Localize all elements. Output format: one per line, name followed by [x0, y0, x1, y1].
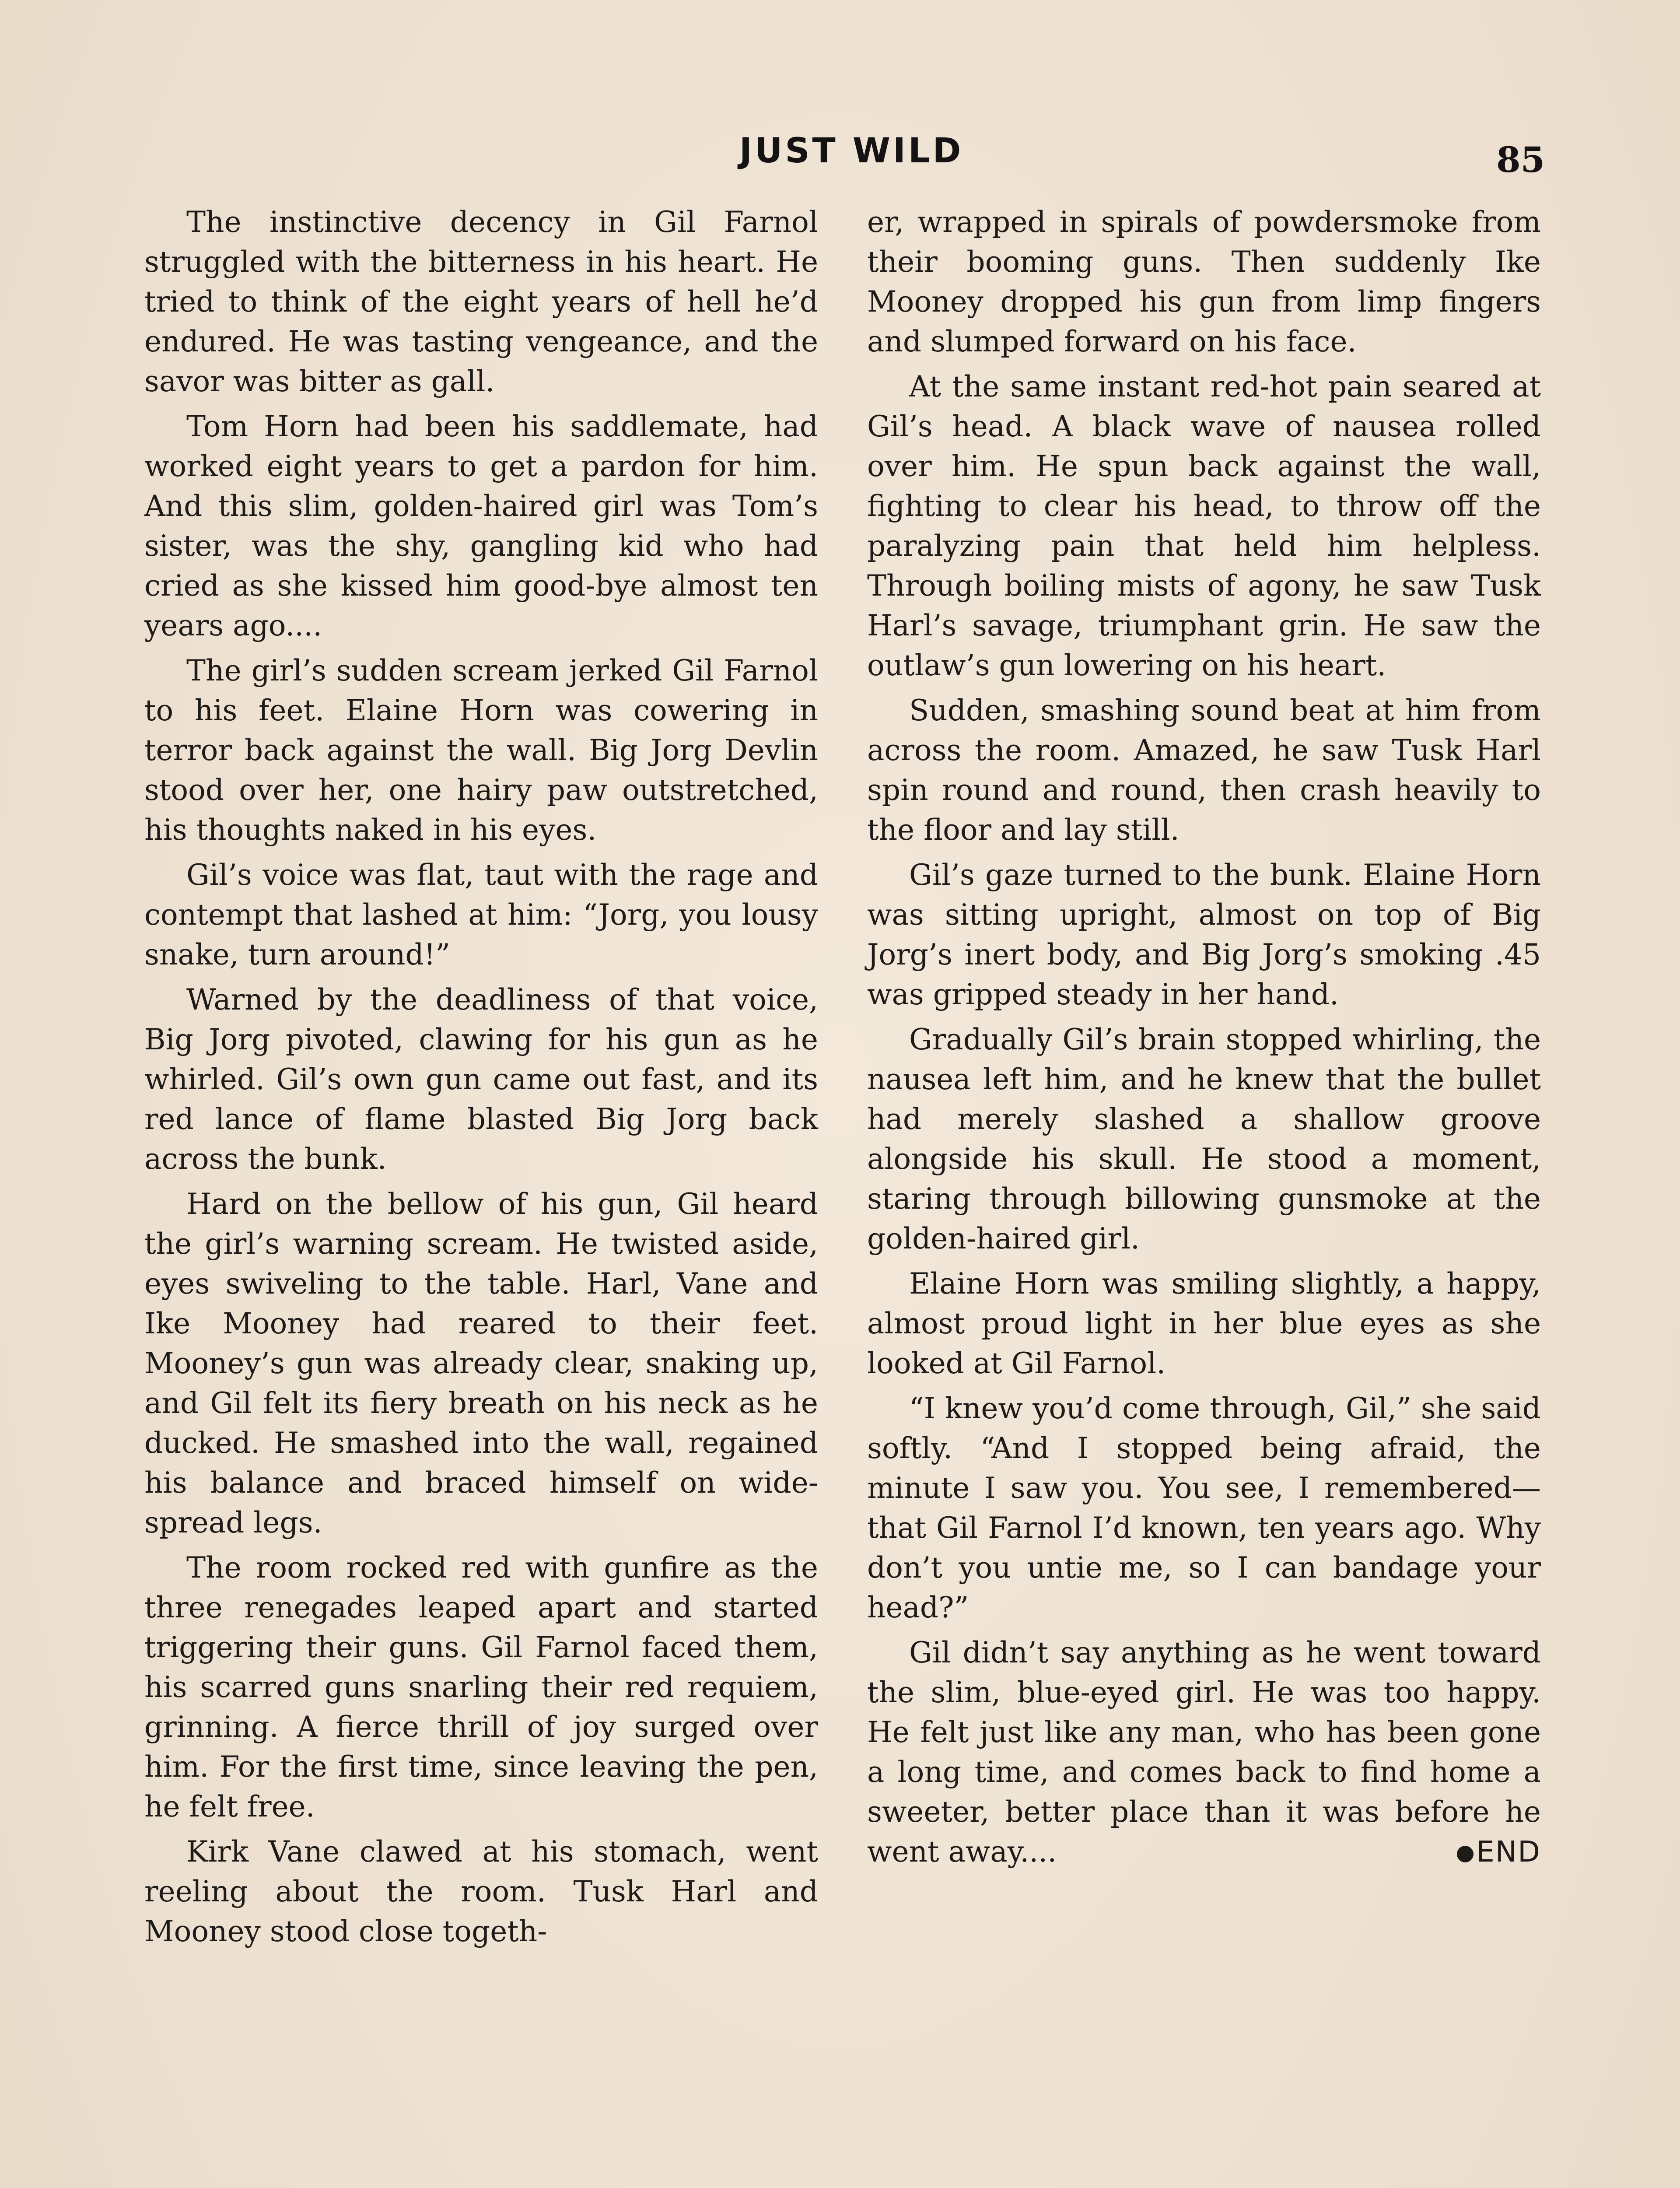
- paragraph-continued: er, wrapped in spirals of powdersmoke from their booming guns. Then suddenly Ike Mooney dropped his gun from limp fingers and slumped forward on his face.: [867, 205, 1541, 358]
- page-number: 85: [1496, 139, 1545, 180]
- end-mark: [1415, 1832, 1541, 1872]
- paragraph: Gil’s gaze turned to the bunk. Elaine Horn was sitting upright, almost on top of Big Jorg’s inert body, and Big Jorg’s smoking .45 was gripped steady in her hand.: [867, 858, 1541, 1011]
- paragraph: The girl’s sudden scream jerked Gil Farnol to his feet. Elaine Horn was cowering in terror back against the wall. Big Jorg Devlin stood over her, one hairy paw outstretched, his thoughts naked in his eyes.: [144, 654, 818, 847]
- paragraph: Gradually Gil’s brain stopped whirling, the nausea left him, and he knew that the bullet had merely slashed a shallow groove alongside his skull. He stood a moment, staring through billowing gunsmoke at the golden-haired girl.: [867, 1023, 1541, 1255]
- paragraph: Gil’s voice was flat, taut with the rage and contempt that lashed at him: “Jorg, you lousy snake, turn around!”: [144, 858, 818, 971]
- final-paragraph: [867, 1633, 1541, 1872]
- paragraph: Elaine Horn was smiling slightly, a happy, almost proud light in her blue eyes as she looked at Gil Farnol.: [867, 1267, 1541, 1380]
- left-column: [144, 202, 818, 1957]
- paragraph: At the same instant red-hot pain seared at Gil’s head. A black wave of nausea rolled over him. He spun back against the wall, fighting to clear his head, to throw off the paralyzing pain that held him helpless. Through boiling mists of agony, he saw Tusk Harl’s savage, triumphant grin. He saw the outlaw’s gun lowering on his heart.: [867, 370, 1541, 682]
- paragraph: Tom Horn had been his saddlemate, had worked eight years to get a pardon for him. And this slim, golden-haired girl was Tom’s sister, was the shy, gangling kid who had cried as she kissed him good-bye almost ten years ago....: [144, 410, 818, 642]
- running-title: JUST WILD: [739, 131, 964, 171]
- paragraph: “I knew you’d come through, Gil,” she said softly. “And I stopped being afraid, the minute I saw you. You see, I remembered—that Gil Farnol I’d known, ten years ago. Why don’t you untie me, so I can bandage your head?”: [867, 1392, 1541, 1624]
- end-bullet-icon: [1457, 1846, 1474, 1862]
- paragraph: Kirk Vane clawed at his stomach, went reeling about the room. Tusk Harl and Mooney stood close togeth-: [144, 1835, 818, 1948]
- paragraph: The instinctive decency in Gil Farnol struggled with the bitterness in his heart. He tried to think of the eight years of hell he’d endured. He was tasting vengeance, and the savor was bitter as gall.: [144, 205, 818, 398]
- paragraph: The room rocked red with gunfire as the three renegades leaped apart and started triggering their guns. Gil Farnol faced them, his scarred guns snarling their red requiem, grinning. A fierce thrill of joy surged over him. For the first time, since leaving the pen, he felt free.: [144, 1551, 818, 1823]
- paragraph: Hard on the bellow of his gun, Gil heard the girl’s warning scream. He twisted aside, eyes swiveling to the table. Harl, Vane and Ike Mooney had reared to their feet. Mooney’s gun was already clear, snaking up, and Gil felt its fiery breath on his neck as he ducked. He smashed into the wall, regained his balance and braced himself on wide-spread legs.: [144, 1187, 818, 1539]
- right-column: [867, 202, 1541, 1877]
- paragraph-text: Gil didn’t say anything as he went toward the slim, blue-eyed girl. He was too happy. He felt just like any man, who has been gone a long time, and comes back to find home a sweeter, better place than it was before he went away....: [867, 1636, 1541, 1869]
- paragraph: Warned by the deadliness of that voice, Big Jorg pivoted, clawing for his gun as he whirled. Gil’s own gun came out fast, and its red lance of flame blasted Big Jorg back across the bunk.: [144, 983, 818, 1176]
- end-label: END: [1476, 1835, 1541, 1869]
- paragraph: Sudden, smashing sound beat at him from across the room. Amazed, he saw Tusk Harl spin round and round, then crash heavily to the floor and lay still.: [867, 694, 1541, 847]
